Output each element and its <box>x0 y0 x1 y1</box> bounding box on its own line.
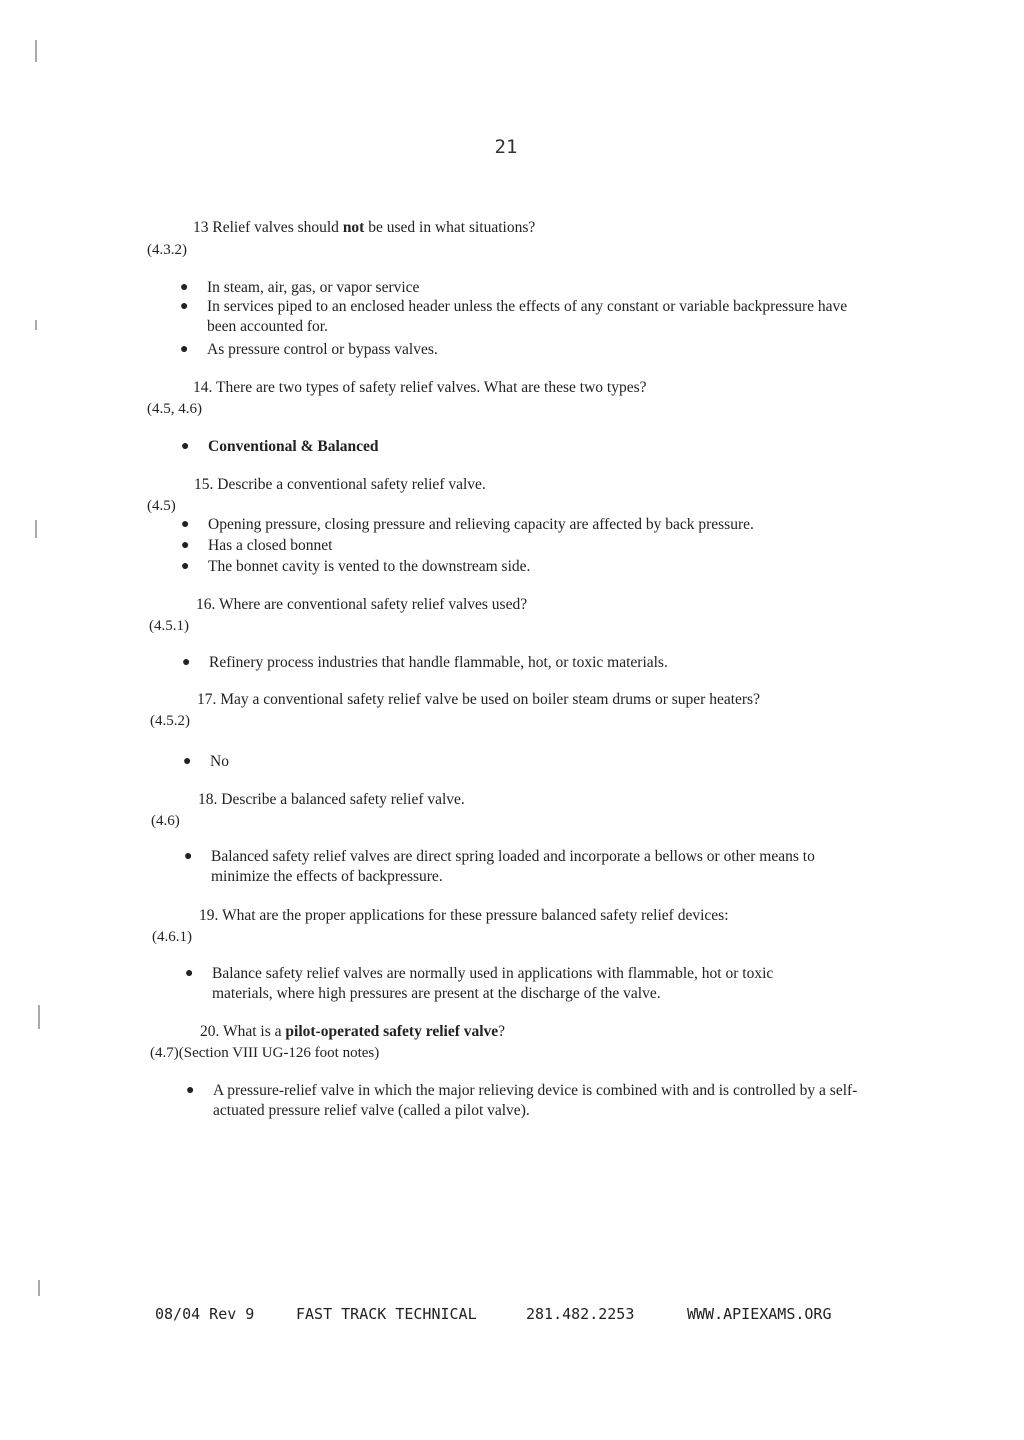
bullet-icon: ● <box>180 342 189 357</box>
bullet-icon: ● <box>186 1083 195 1098</box>
answer-15-2-text: Has a closed bonnet <box>208 537 333 554</box>
reference-19: (4.6.1) <box>152 929 192 945</box>
answer-17-1 <box>183 752 610 772</box>
answer-13-3 <box>180 340 857 360</box>
answer-13-3-text: As pressure control or bypass valves. <box>207 341 438 358</box>
question-13-prefix: 13 Relief valves should <box>193 219 343 236</box>
question-13-suffix: be used in what situations? <box>364 219 536 236</box>
answer-13-2-text: In services piped to an enclosed header unless the effects of any constant or variable backpressure have been accounted for. <box>207 298 848 335</box>
answer-16-1 <box>182 653 849 673</box>
answer-14-1-text: Conventional & Balanced <box>208 438 379 455</box>
footer-revision: 08/04 Rev 9 <box>155 1305 255 1323</box>
bullet-icon: ● <box>184 849 193 864</box>
bullet-icon: ● <box>181 517 190 532</box>
answer-19-1-text: Balance safety relief valves are normally used in applications with flammable, hot or toxic materials, where high pressures are present at the discharge of the valve. <box>212 965 774 1002</box>
answer-14-1 <box>181 437 808 457</box>
reference-14: (4.5, 4.6) <box>147 401 202 417</box>
answer-18-1-text: Balanced safety relief valves are direct spring loaded and incorporate a bellows or other means to minimize the effects of backpressure. <box>211 848 815 885</box>
bullet-icon: ● <box>183 754 192 769</box>
bullet-icon: ● <box>181 538 190 553</box>
reference-13: (4.3.2) <box>147 242 187 258</box>
question-20-prefix: 20. What is a <box>200 1023 286 1040</box>
footer-phone: 281.482.2253 <box>526 1305 635 1323</box>
question-20-emphasis: pilot-operated safety relief valve <box>285 1023 499 1040</box>
answer-13-1 <box>180 278 857 298</box>
reference-18: (4.6) <box>151 813 180 829</box>
bullet-icon: ● <box>180 299 189 314</box>
question-18: 18. Describe a balanced safety relief valve. <box>198 791 465 808</box>
answer-16-1-text: Refinery process industries that handle flammable, hot, or toxic materials. <box>209 654 668 671</box>
answer-17-1-text: No <box>210 753 229 770</box>
question-15: 15. Describe a conventional safety relief valve. <box>194 476 486 493</box>
reference-17: (4.5.2) <box>150 713 190 729</box>
scan-artifact <box>38 1280 40 1296</box>
answer-19-1 <box>185 964 822 1004</box>
reference-16: (4.5.1) <box>149 618 189 634</box>
reference-20: (4.7)(Section VIII UG-126 foot notes) <box>150 1045 380 1061</box>
bullet-icon: ● <box>182 655 191 670</box>
answer-20-1 <box>186 1081 873 1121</box>
answer-15-1-text: Opening pressure, closing pressure and relieving capacity are affected by back pressure. <box>208 516 754 533</box>
answer-15-3 <box>181 557 808 577</box>
reference-15: (4.5) <box>147 498 176 514</box>
question-17: 17. May a conventional safety relief valve be used on boiler steam drums or super heaters? <box>197 691 760 708</box>
answer-20-1-text: A pressure-relief valve in which the major relieving device is combined with and is controlled by a self-actuated pressure relief valve (called a pilot valve). <box>213 1082 858 1119</box>
footer-website: WWW.APIEXAMS.ORG <box>687 1305 832 1323</box>
bullet-icon: ● <box>181 559 190 574</box>
page-number: 21 <box>494 136 518 158</box>
bullet-icon: ● <box>185 966 194 981</box>
answer-18-1 <box>184 847 861 887</box>
question-19: 19. What are the proper applications for these pressure balanced safety relief devices: <box>199 907 729 924</box>
answer-15-1 <box>181 515 848 535</box>
question-13 <box>193 218 535 238</box>
question-20 <box>200 1022 505 1042</box>
footer-company: FAST TRACK TECHNICAL <box>296 1305 477 1323</box>
question-13-emphasis: not <box>342 219 365 236</box>
scan-artifact <box>38 1005 40 1029</box>
answer-13-2 <box>180 297 862 337</box>
scan-artifact <box>35 520 37 538</box>
scan-artifact <box>35 40 37 62</box>
bullet-icon: ● <box>180 280 189 295</box>
scan-artifact <box>35 320 37 330</box>
question-16: 16. Where are conventional safety relief valves used? <box>196 596 528 613</box>
question-14: 14. There are two types of safety relief valves. What are these two types? <box>193 379 647 396</box>
question-20-suffix: ? <box>498 1023 506 1040</box>
answer-15-2 <box>181 536 808 556</box>
bullet-icon: ● <box>181 439 190 454</box>
answer-15-3-text: The bonnet cavity is vented to the downstream side. <box>208 558 531 575</box>
answer-13-1-text: In steam, air, gas, or vapor service <box>207 279 420 296</box>
